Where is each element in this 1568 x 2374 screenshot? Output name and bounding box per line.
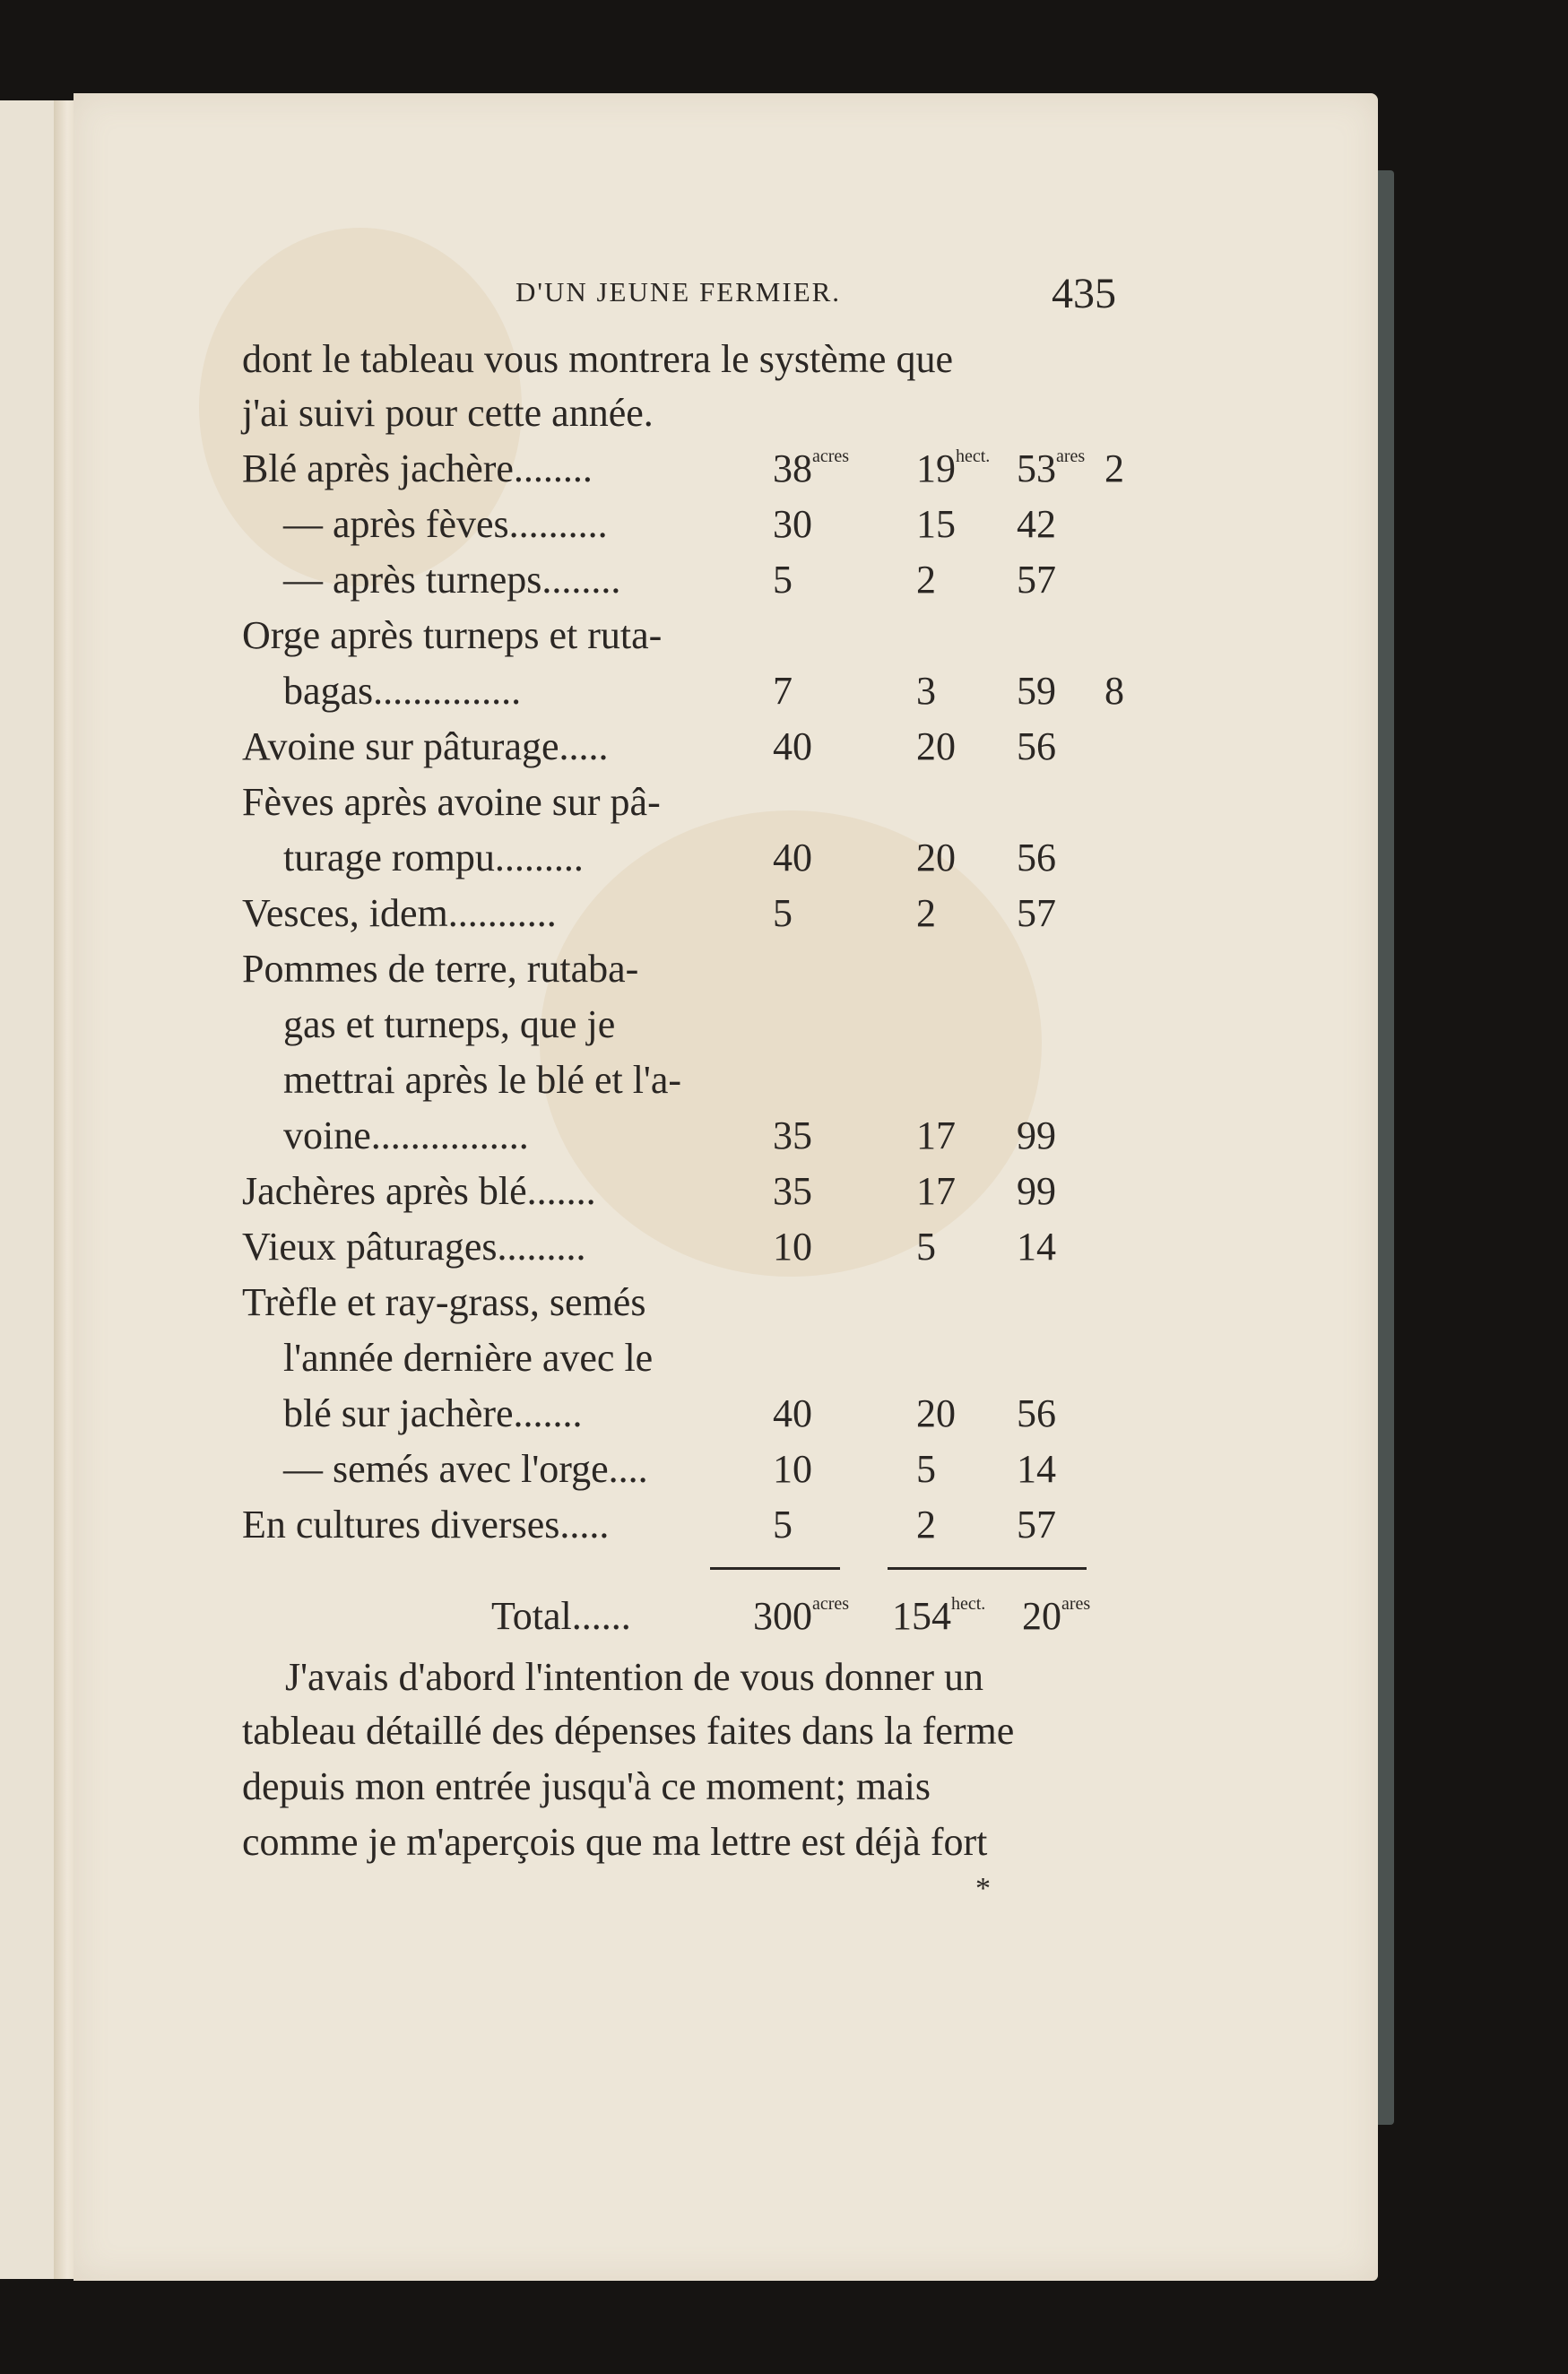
table-row [0,1002,1568,1053]
table-row [0,891,1568,941]
ares-value: 14 [1017,1225,1056,1269]
acres-value: 40 [773,1391,812,1435]
hectares-value: 5 [916,1447,936,1491]
row-label: Fèves après avoine sur pâ- [242,780,661,824]
table-row [0,1280,1568,1330]
row-label: Trèfle et ray-grass, semés [242,1280,646,1324]
total-hectares: $154^{hect.}$ [892,1594,986,1638]
hectares-value: 2 [916,891,936,935]
ares-value: $53^{ares}$ [1017,446,1086,490]
row-label: — après fèves.......... [283,502,608,546]
centiares-value: 2 [1105,446,1124,490]
hectares-value: 17 [916,1169,956,1213]
intro-line: j'ai suivi pour cette année. [242,391,654,435]
page-number: 435 [1052,270,1116,317]
signature-mark: * [975,1872,991,1905]
hectares-value: 20 [916,1391,956,1435]
table-row [0,613,1568,663]
ares-value: 59 [1017,669,1056,713]
row-label: Vieux pâturages......... [242,1225,586,1269]
row-label: gas et turneps, que je [283,1002,616,1046]
ares-value: 99 [1017,1113,1056,1157]
acres-value: 30 [773,502,812,546]
acres-value: 7 [773,669,793,713]
ares-value: 57 [1017,1503,1056,1547]
acres-value: 35 [773,1169,812,1213]
table-row [0,558,1568,608]
hectares-value: 20 [916,724,956,768]
row-label: Pommes de terre, rutaba- [242,947,639,991]
total-rule [888,1567,1087,1570]
row-label: Orge après turneps et ruta- [242,613,663,657]
table-row [0,1336,1568,1386]
total-rule [710,1567,840,1570]
ares-value: 99 [1017,1169,1056,1213]
table-row [0,1225,1568,1275]
acres-value: 40 [773,836,812,879]
acres-value: 5 [773,891,793,935]
row-label: voine................ [283,1113,529,1157]
hectares-value: $19^{hect.}$ [916,446,991,490]
acres-value: 40 [773,724,812,768]
row-label: En cultures diverses..... [242,1503,610,1547]
total-row [0,1594,1568,1644]
row-label: bagas............... [283,669,522,713]
ares-value: 57 [1017,558,1056,602]
table-row [0,780,1568,830]
hectares-value: 17 [916,1113,956,1157]
acres-value: 5 [773,1503,793,1547]
ares-value: 42 [1017,502,1056,546]
closing-line: comme je m'aperçois que ma lettre est déjà fort [242,1820,988,1864]
ares-value: 57 [1017,891,1056,935]
row-label: l'année dernière avec le [283,1336,654,1380]
hectares-value: 15 [916,502,956,546]
total-acres: $300^{acres}$ [753,1594,850,1638]
table-row [0,1058,1568,1108]
row-label: Avoine sur pâturage..... [242,724,609,768]
table-row [0,1113,1568,1164]
table-row [0,1503,1568,1553]
row-label: mettrai après le blé et l'a- [283,1058,682,1102]
running-title: D'UN JEUNE FERMIER. [515,276,842,308]
ares-value: 56 [1017,1391,1056,1435]
acres-value: 10 [773,1447,812,1491]
hectares-value: 2 [916,1503,936,1547]
table-row [0,502,1568,552]
table-row [0,724,1568,775]
total-label: Total...... [491,1594,631,1638]
closing-line: tableau détaillé des dépenses faites dans la ferme [242,1709,1015,1753]
table-row [0,669,1568,719]
table-row [0,1391,1568,1442]
hectares-value: 5 [916,1225,936,1269]
row-label: Vesces, idem........... [242,891,557,935]
ares-value: 14 [1017,1447,1056,1491]
table-row [0,947,1568,997]
centiares-value: 8 [1105,669,1124,713]
table-row [0,836,1568,886]
row-label: blé sur jachère....... [283,1391,583,1435]
table-row [0,446,1568,497]
row-label: Blé après jachère........ [242,446,593,490]
hectares-value: 3 [916,669,936,713]
acres-value: 35 [773,1113,812,1157]
acres-value: 5 [773,558,793,602]
ares-value: 56 [1017,724,1056,768]
closing-line: J'avais d'abord l'intention de vous donner un [285,1655,983,1699]
intro-line: dont le tableau vous montrera le système que [242,337,953,381]
acres-value: 10 [773,1225,812,1269]
acres-value: $38^{acres}$ [773,446,850,490]
row-label: Jachères après blé....... [242,1169,596,1213]
ares-value: 56 [1017,836,1056,879]
row-label: — semés avec l'orge.... [283,1447,648,1491]
row-label: — après turneps........ [283,558,621,602]
total-ares: $20^{ares}$ [1022,1594,1091,1638]
table-row [0,1169,1568,1219]
hectares-value: 20 [916,836,956,879]
row-label: turage rompu......... [283,836,584,879]
closing-line: depuis mon entrée jusqu'à ce moment; mais [242,1764,931,1808]
table-row [0,1447,1568,1497]
hectares-value: 2 [916,558,936,602]
